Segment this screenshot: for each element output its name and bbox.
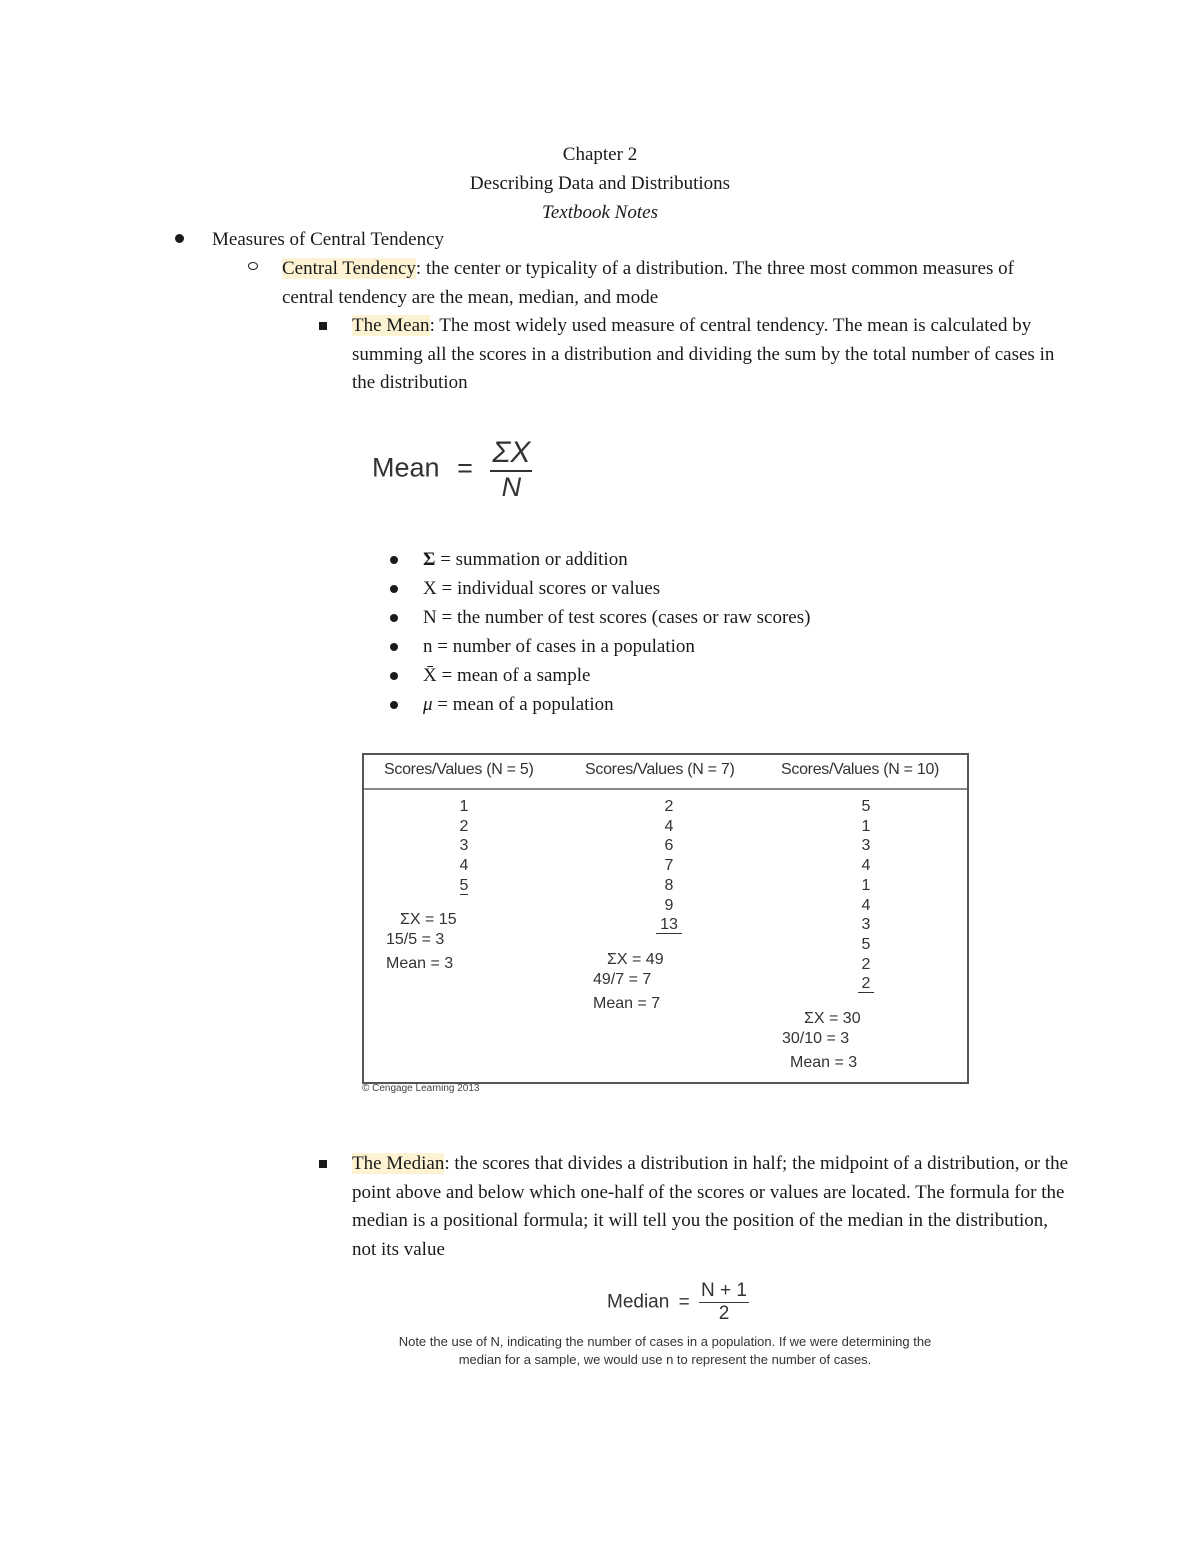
table-cell: 4 — [861, 896, 871, 914]
chapter-subtitle: Textbook Notes — [542, 202, 658, 223]
mean-line: Mean = 7 — [593, 995, 661, 1012]
column-n5-summary — [386, 910, 457, 974]
section-heading: Measures of Central Tendency — [212, 229, 445, 250]
mean-item — [352, 312, 1072, 398]
column-n10-values — [846, 797, 886, 994]
central-tendency-term: Central Tendency — [282, 258, 416, 279]
bullet-circle-icon — [248, 262, 258, 270]
mean-line: Mean = 3 — [790, 1054, 858, 1071]
scores-table — [362, 753, 969, 1084]
symbol: Σ — [423, 549, 436, 570]
symbol-description: = mean of a sample — [436, 665, 591, 686]
table-cell: 7 — [664, 857, 674, 875]
calc-line: 49/7 = 7 — [593, 971, 652, 988]
table-cell: 1 — [861, 817, 871, 835]
chapter-title: Describing Data and Distributions — [469, 173, 731, 194]
median-numerator: N + 1 — [701, 1280, 747, 1301]
column-header: Scores/Values (N = 10) — [781, 761, 940, 778]
table-cell: 2 — [861, 955, 871, 973]
mean-definition: : The most widely used measure of central tendency. The mean is calculated by summing all the scores in a distribution and dividing the sum by the total number of cases in the distribution — [352, 315, 1055, 393]
bullet-disc-icon — [175, 234, 184, 243]
mean-numerator: ΣX — [490, 436, 532, 472]
copyright-text: © Cengage Learning 2013 — [362, 1083, 480, 1094]
symbol: n — [423, 636, 433, 657]
bullet-disc-icon — [390, 701, 398, 709]
table-cell: 2 — [459, 817, 469, 835]
bullet-disc-icon — [390, 614, 398, 622]
column-n7-summary — [593, 950, 664, 1014]
page-header — [0, 140, 1200, 227]
chapter-label: Chapter 2 — [562, 144, 638, 165]
table-cell: 4 — [861, 857, 871, 875]
bullet-disc-icon — [390, 672, 398, 680]
calc-line: 15/5 = 3 — [386, 931, 445, 948]
central-tendency-definition: : the center or typicality of a distribution. The three most common measures of central tendency are the mean, median, and mode — [282, 258, 1014, 308]
table-cell: 5 — [861, 798, 871, 815]
table-cell: 3 — [861, 837, 871, 855]
table-cell: 4 — [664, 817, 674, 835]
table-cell: 8 — [664, 876, 674, 894]
table-cell-value: 13 — [656, 916, 682, 934]
table-cell: 6 — [664, 837, 674, 855]
bullet-disc-icon — [390, 585, 398, 593]
table-cell: 5 — [861, 935, 871, 953]
table-cell: 3 — [861, 916, 871, 934]
median-fraction — [699, 1280, 749, 1325]
table-header — [364, 755, 967, 790]
table-cell — [846, 974, 886, 994]
mean-formula — [372, 436, 532, 503]
table-cell-value: 5 — [459, 876, 469, 894]
median-denominator: 2 — [718, 1303, 730, 1324]
symbol: μ — [423, 694, 433, 715]
symbol: X — [423, 578, 437, 599]
bullet-square-icon — [319, 1160, 327, 1168]
table-cell: 9 — [664, 896, 674, 914]
median-term: The Median — [352, 1153, 445, 1174]
column-n10-summary — [782, 1009, 861, 1073]
symbol-description: = summation or addition — [435, 549, 628, 570]
calc-line: 30/10 = 3 — [782, 1030, 850, 1047]
table-cell — [444, 876, 484, 896]
median-definition: : the scores that divides a distribution in half; the midpoint of a distribution, or the point above and below which one-half of the scores or values are located. The formula for the median is a positional formula; it will tell you the position of the median in the distribution, not its value — [352, 1153, 1069, 1260]
table-cell: 1 — [459, 798, 469, 815]
column-n7-values — [649, 797, 689, 935]
symbol-description: = individual scores or values — [436, 578, 661, 599]
symbol-description: = the number of test scores (cases or raw scores) — [436, 607, 811, 628]
mean-line: Mean = 3 — [386, 955, 454, 972]
table-cell — [649, 915, 689, 935]
bullet-square-icon — [319, 322, 327, 330]
column-n5-values — [444, 797, 484, 896]
symbol: N — [423, 607, 437, 628]
table-cell: 3 — [459, 837, 469, 855]
mean-fraction — [490, 436, 532, 503]
mean-term: The Mean — [352, 315, 430, 336]
sum-line: ΣX = 30 — [804, 1010, 861, 1027]
column-header: Scores/Values (N = 5) — [384, 761, 534, 778]
sum-line: ΣX = 15 — [400, 911, 457, 928]
table-cell: 2 — [664, 798, 674, 815]
symbol-description: = mean of a population — [432, 694, 614, 715]
table-cell: 1 — [861, 876, 871, 894]
symbol-description: = number of cases in a population — [432, 636, 695, 657]
table-cell: 4 — [459, 857, 469, 875]
bullet-disc-icon — [390, 643, 398, 651]
mean-formula-equals: = — [457, 452, 473, 483]
symbol: X̄ — [423, 665, 437, 686]
mean-formula-label: Mean — [372, 452, 440, 483]
sum-line: ΣX = 49 — [607, 951, 664, 968]
median-formula-equals: = — [678, 1291, 690, 1313]
bullet-disc-icon — [390, 556, 398, 564]
median-formula — [607, 1280, 749, 1325]
mean-denominator: N — [501, 472, 522, 502]
table-cell-value: 2 — [858, 975, 875, 993]
median-formula-label: Median — [607, 1291, 670, 1313]
median-note: Note the use of N, indicating the number of cases in a population. If we were determining the median for a sample, we would use n to represent the number of cases. — [398, 1334, 932, 1367]
column-header: Scores/Values (N = 7) — [585, 761, 735, 778]
central-tendency-item — [282, 255, 1042, 312]
median-item — [352, 1150, 1072, 1264]
